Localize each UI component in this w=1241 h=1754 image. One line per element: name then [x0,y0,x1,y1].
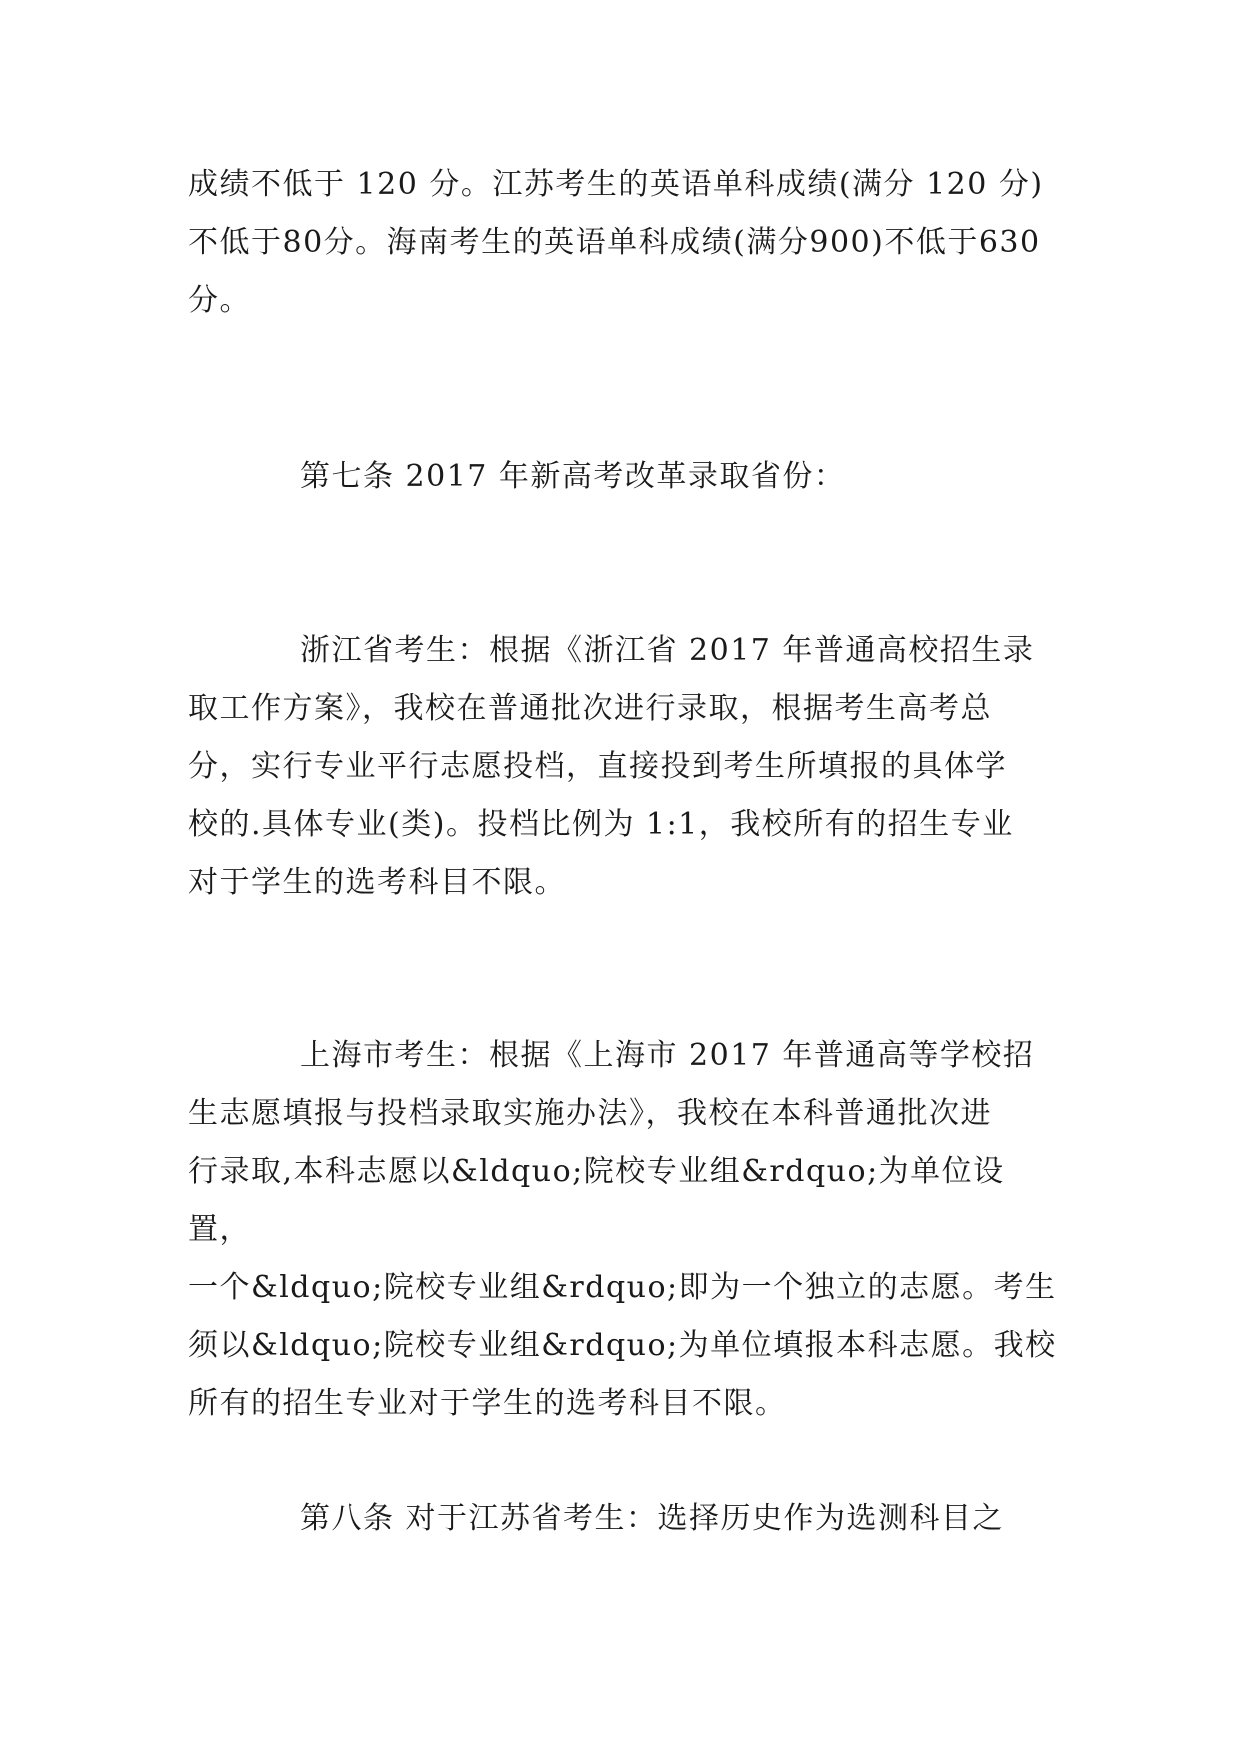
article-seven-heading: 第七条 2017 年新高考改革录取省份： [300,459,846,494]
article-eight-paragraph: 第八条 对于江苏省考生：选择历史作为选测科目之 [300,1501,1005,1536]
paragraph-score-requirements: 成绩不低于 120 分。江苏考生的英语单科成绩(满分 120 分) 不低于80分。海南考生的英语单科成绩(满分900)不低于630 分。 [188,167,1044,318]
paragraph-shanghai: 上海市考生：根据《上海市 2017 年普通高等学校招 生志愿填报与投档录取实施办法》，我校在本科普通批次进 行录取,本科志愿以&ldquo;院校专业组&rdquo;为单位设置， 一个&ldquo;院校专业组&rdquo;即为一个独立的志愿。考生 须以&ldquo;院校专业组&rdquo;为单位填报本科志愿。我校 所有的招生专业对于学生的选考科目不限。 [188,1038,1057,1421]
paragraph-zhejiang: 浙江省考生：根据《浙江省 2017 年普通高校招生录 取工作方案》，我校在普通批次进行录取，根据考生高考总 分，实行专业平行志愿投档，直接投到考生所填报的具体学 校的.具体专业(类)。投档比例为 1:1，我校所有的招生专业 对于学生的选考科目不限。 [188,633,1035,900]
